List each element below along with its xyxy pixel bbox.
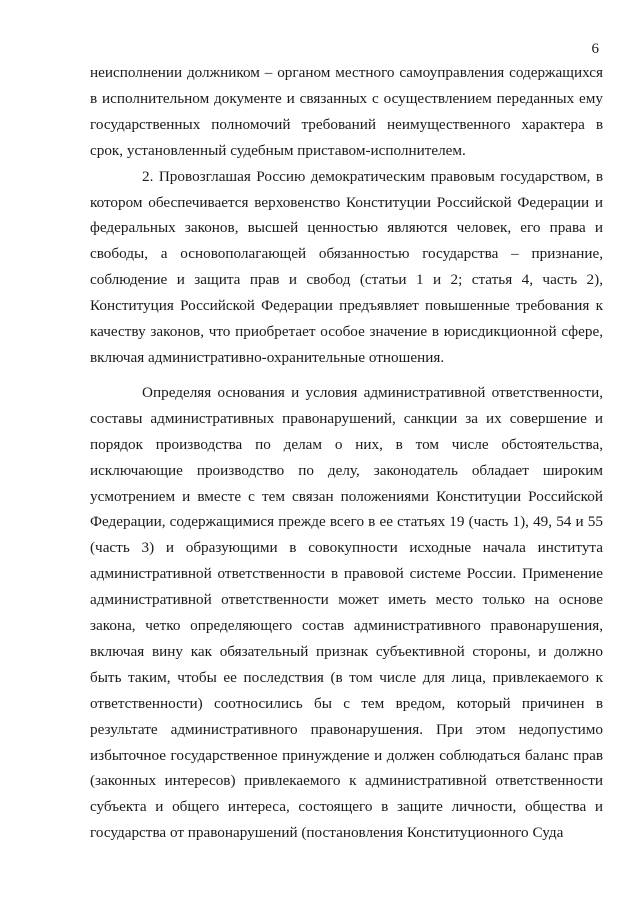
paragraph-section-2: 2. Провозглашая Россию демократическим правовым государством, в котором обеспечивается верховенство Конституции Российской Федерации и федеральных законов, высшей ценностью являются человек, его права и свободы, а основополагающей обязанностью государства – признание, соблюдение и защита прав и свобод (статьи 1 и 2; статья 4, часть 2), Конституция Российской Федерации предъявляет повышенные требования к качеству законов, что приобретает особое значение в юрисдикционной сфере, включая административно-охранительные отношения.: [90, 167, 603, 366]
paragraph-continuation: неисполнении должником – органом местного самоуправления содержащихся в исполнительном документе и связанных с осуществлением переданных ему государственных полномочий требований неимущественного характера в срок, установленный судебным приставом-исполнителем.: [90, 64, 603, 159]
document-body: [90, 60, 603, 846]
page-number: 6: [591, 41, 599, 57]
paragraph-liability-grounds: Определяя основания и условия административной ответственности, составы административных правонарушений, санкции за их совершение и порядок производства по делам о них, в том числе обстоятельства, исключающие производство по делу, законодатель обладает широким усмотрением и вместе с тем связан положениями Конституции Российской Федерации, содержащимися прежде всего в ее статьях 19 (часть 1), 49, 54 и 55 (часть 3) и образующими в совокупности исходные начала института административной ответственности в правовой системе России. Применение административной ответственности может иметь место только на основе закона, четко определяющего состав административного правонарушения, включая вину как обязательный признак субъективной стороны, и должно быть таким, чтобы ее последствия (в том числе для лица, привлекаемого к ответственности) соотносились бы с тем вредом, который причинен в результате административного правонарушения. При этом недопустимо избыточное государственное принуждение и должен соблюдаться баланс прав (законных интересов) привлекаемого к административной ответственности субъекта и общего интереса, состоящего в защите личности, общества и государства от правонарушений (постановления Конституционного Суда: [90, 383, 603, 842]
